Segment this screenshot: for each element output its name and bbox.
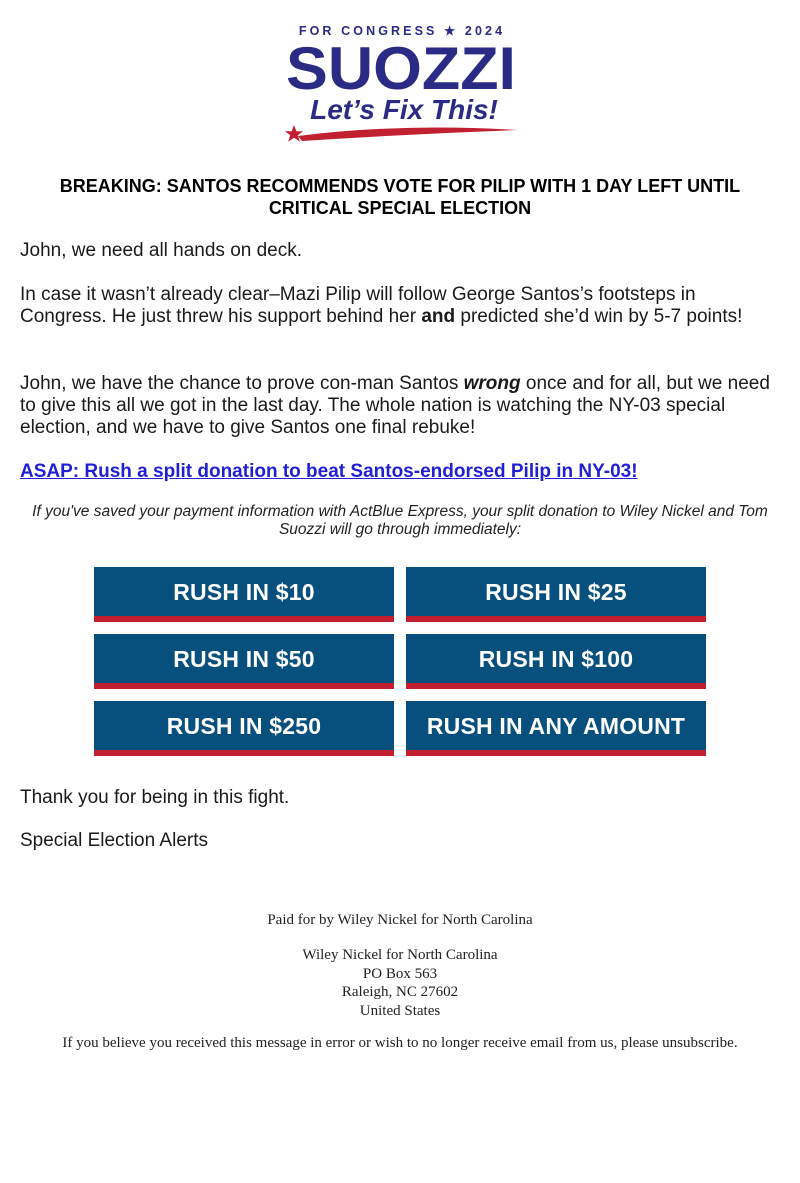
appeal-text-b: once and for all, but we need to give this all we got in the last day. The whole nation is watching the NY-03 special election, and we have to give Santos one final rebuke! <box>20 373 770 438</box>
star-icon <box>285 125 303 142</box>
donate-250-button[interactable]: RUSH IN $250 <box>94 701 394 756</box>
donate-25-button[interactable]: RUSH IN $25 <box>406 567 706 622</box>
donate-any-amount-button[interactable]: RUSH IN ANY AMOUNT <box>406 701 706 756</box>
donate-50-button[interactable]: RUSH IN $50 <box>94 634 394 689</box>
thanks-paragraph: Thank you for being in this fight. <box>20 787 290 808</box>
headline: BREAKING: SANTOS RECOMMENDS VOTE FOR PILIP WITH 1 DAY LEFT UNTIL CRITICAL SPECIAL ELECTION <box>59 176 741 218</box>
address-country: United States <box>359 1002 441 1019</box>
address-po-box: PO Box 563 <box>362 965 438 982</box>
intro-text-a: In case it wasn’t already clear–Mazi Pilip will follow George Santos’s footsteps in Congress. He just threw his support behind her <box>20 284 696 327</box>
address-city: Raleigh, NC 27602 <box>341 984 459 1000</box>
intro-paragraph <box>20 284 780 328</box>
appeal-text-bold: wrong <box>463 373 521 394</box>
logo-name: SUOZZI <box>286 35 516 102</box>
appeal-text-a: John, we have the chance to prove con-man Santos <box>20 373 464 394</box>
mailing-address <box>0 946 800 1020</box>
actblue-note: If you've saved your payment information with ActBlue Express, your split donation to Wiley Nickel and Tom Suozzi will go through immediately: <box>32 503 768 538</box>
logo-swoosh <box>298 128 518 141</box>
address-org: Wiley Nickel for North Carolina <box>302 947 498 963</box>
logo-slogan: Let’s Fix This! <box>310 94 498 125</box>
appeal-paragraph <box>20 373 780 439</box>
suozzi-logo <box>280 20 524 150</box>
paid-for-disclaimer: Paid for by Wiley Nickel for North Carolina <box>267 912 533 928</box>
donate-10-button[interactable]: RUSH IN $10 <box>94 567 394 622</box>
intro-text-bold: and <box>421 306 456 327</box>
logo-tagline-top: FOR CONGRESS ★ 2024 <box>298 24 506 38</box>
unsubscribe-text[interactable]: If you believe you received this message in error or wish to no longer receive email from us, please unsubscribe. <box>62 1035 738 1051</box>
intro-text-b: predicted she’d win by 5-7 points! <box>455 306 743 327</box>
donate-link[interactable]: ASAP: Rush a split donation to beat Santos-endorsed Pilip in NY-03! <box>20 461 638 482</box>
greeting-paragraph: John, we need all hands on deck. <box>20 240 303 261</box>
donate-100-button[interactable]: RUSH IN $100 <box>406 634 706 689</box>
signature: Special Election Alerts <box>20 830 208 851</box>
